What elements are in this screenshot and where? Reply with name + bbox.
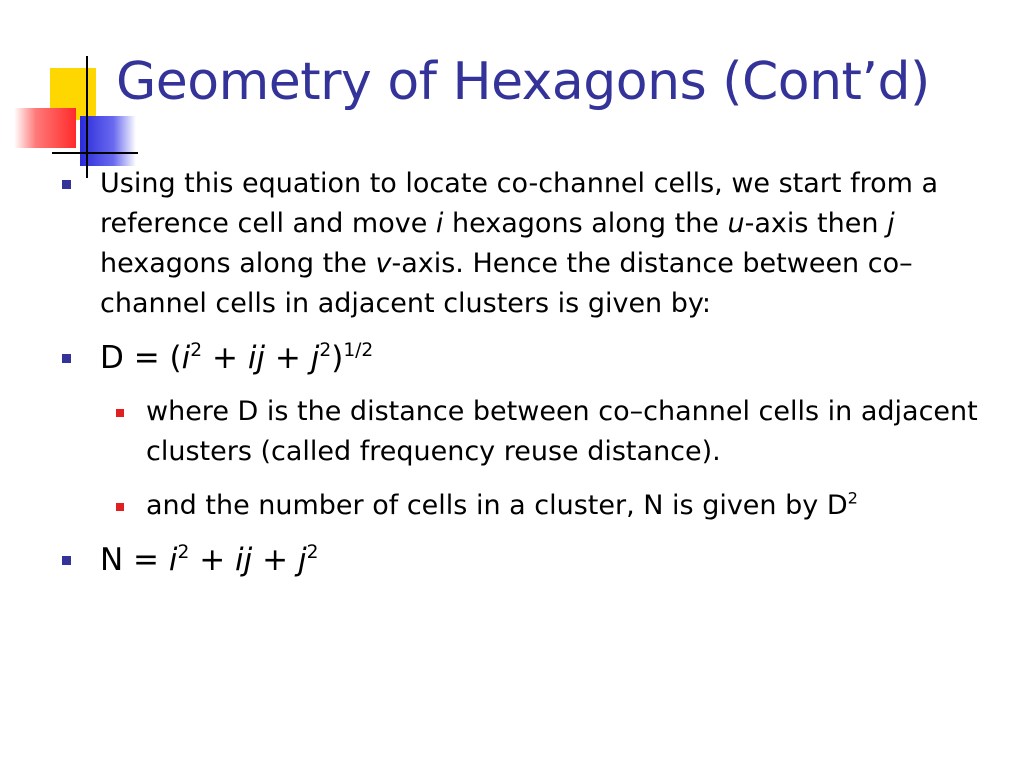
bullet-co-channel-explanation: Using this equation to locate co-channel cells, we start from a reference cell and move i hexagons along the u-axis then j hexagons along the v-axis. Hence the distance between co–channel cells in adjacent clusters is given by:	[60, 164, 980, 324]
logo-horizontal-line	[52, 152, 138, 154]
square-bullet-icon	[62, 354, 71, 363]
slide-title: Geometry of Hexagons (Cont’d)	[116, 52, 930, 112]
bullet-cluster-formula: $N = i^2$ + ij + $j^2$	[60, 540, 980, 580]
subbullet-distance-definition: where D is the distance between co–channel cells in adjacent clusters (called frequency reuse distance).	[60, 392, 980, 472]
square-bullet-icon	[62, 556, 71, 565]
logo-vertical-line	[86, 56, 88, 178]
subbullet-cluster-size: and the number of cells in a cluster, N is given by $D^2$	[60, 486, 980, 526]
bullet-distance-formula: $D = (i^2$ + ij + $j^2)^{1/2}$	[60, 338, 980, 378]
var-i: i	[435, 208, 444, 239]
logo-red-square	[14, 108, 76, 148]
square-bullet-icon	[116, 409, 124, 417]
var-v: v	[375, 248, 392, 279]
square-bullet-icon	[116, 503, 124, 511]
square-bullet-icon	[62, 180, 71, 189]
var-u: u	[727, 208, 745, 239]
logo-blue-square	[80, 116, 136, 166]
slide-body	[60, 164, 980, 594]
var-j: j	[887, 208, 895, 239]
